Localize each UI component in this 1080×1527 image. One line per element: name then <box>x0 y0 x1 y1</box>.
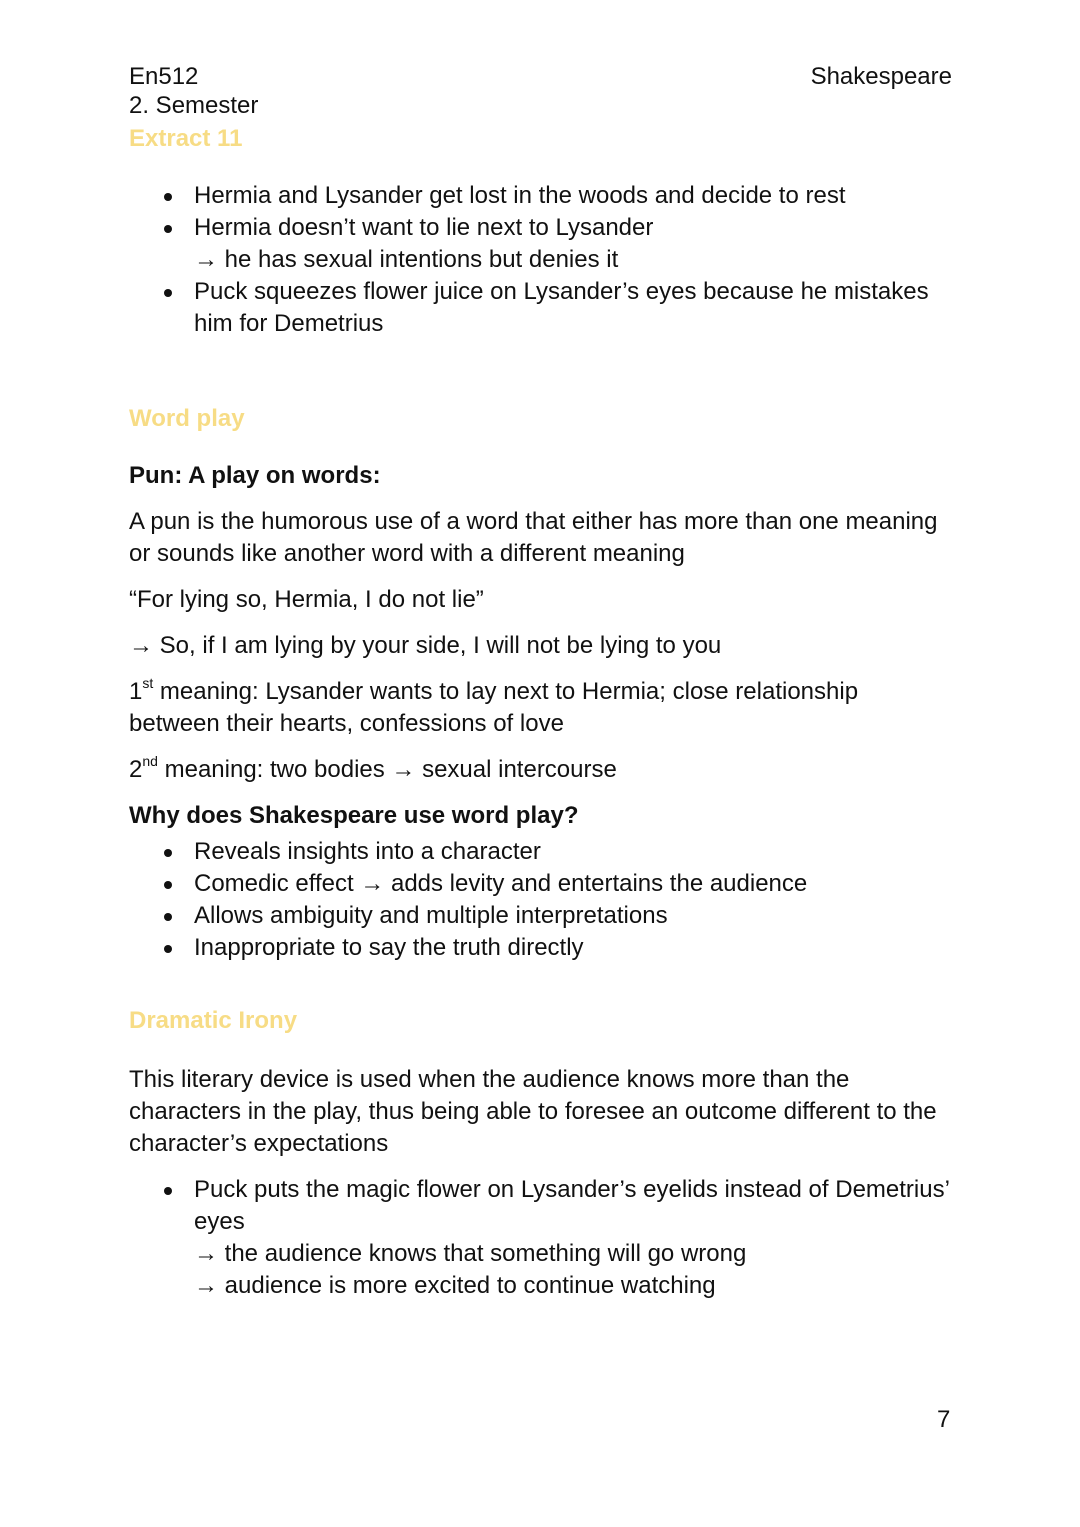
irony-bullet-list <box>129 1174 952 1302</box>
second-meaning: 2nd meaning: two bodies → sexual intercourse <box>129 753 617 783</box>
list-item: Comedic effect → adds levity and entertains the audience <box>194 868 952 900</box>
course-code: En512 <box>129 63 199 90</box>
bullet-icon <box>164 881 172 889</box>
list-item-subnote: → the audience knows that something will go wrong <box>194 1240 747 1267</box>
pun-title: Pun: A play on words: <box>129 462 381 489</box>
semester-label: 2. Semester <box>129 92 259 119</box>
list-item: Hermia and Lysander get lost in the woods and decide to rest <box>194 180 952 212</box>
why-wordplay-title: Why does Shakespeare use word play? <box>129 802 579 829</box>
page-number: 7 <box>937 1406 951 1433</box>
bullet-icon <box>164 913 172 921</box>
bullet-icon <box>164 193 172 201</box>
list-item: Puck squeezes flower juice on Lysander’s eyes because he mistakes him for Demetrius <box>194 276 952 340</box>
list-item: Hermia doesn’t want to lie next to Lysander → he has sexual intentions but denies it <box>194 212 952 276</box>
list-item: Puck puts the magic flower on Lysander’s eyelids instead of Demetrius’ eyes → the audience knows that something will go wrong → audience is more excited to continue watching <box>194 1174 952 1302</box>
pun-definition: A pun is the humorous use of a word that either has more than one meaning or sounds like another word with a different meaning <box>129 508 938 567</box>
bullet-icon <box>164 945 172 953</box>
list-item-subnote: → he has sexual intentions but denies it <box>194 246 619 273</box>
bullet-icon <box>164 1187 172 1195</box>
subject-label: Shakespeare <box>810 63 952 90</box>
why-wordplay-list <box>129 836 952 964</box>
bullet-icon <box>164 225 172 233</box>
first-meaning: 1st meaning: Lysander wants to lay next to Hermia; close relationship between their hearts, confessions of love <box>129 675 859 737</box>
page-header <box>129 62 952 120</box>
bullet-icon <box>164 289 172 297</box>
list-item-subnote: → audience is more excited to continue watching <box>194 1272 716 1299</box>
dramatic-irony-heading: Dramatic Irony <box>129 1007 298 1034</box>
extract-bullet-list <box>129 180 952 340</box>
list-item: Reveals insights into a character <box>194 836 952 868</box>
extract-heading: Extract 11 <box>129 125 243 152</box>
irony-definition: This literary device is used when the audience knows more than the characters in the play, thus being able to foresee an outcome different to the character’s expectations <box>129 1066 937 1157</box>
wordplay-heading: Word play <box>129 405 245 432</box>
bullet-icon <box>164 849 172 857</box>
pun-quote: “For lying so, Hermia, I do not lie” <box>129 586 484 613</box>
list-item: Inappropriate to say the truth directly <box>194 932 952 964</box>
document-page <box>129 62 952 1302</box>
list-item: Allows ambiguity and multiple interpretations <box>194 900 952 932</box>
pun-explanation: → So, if I am lying by your side, I will not be lying to you <box>129 632 722 659</box>
